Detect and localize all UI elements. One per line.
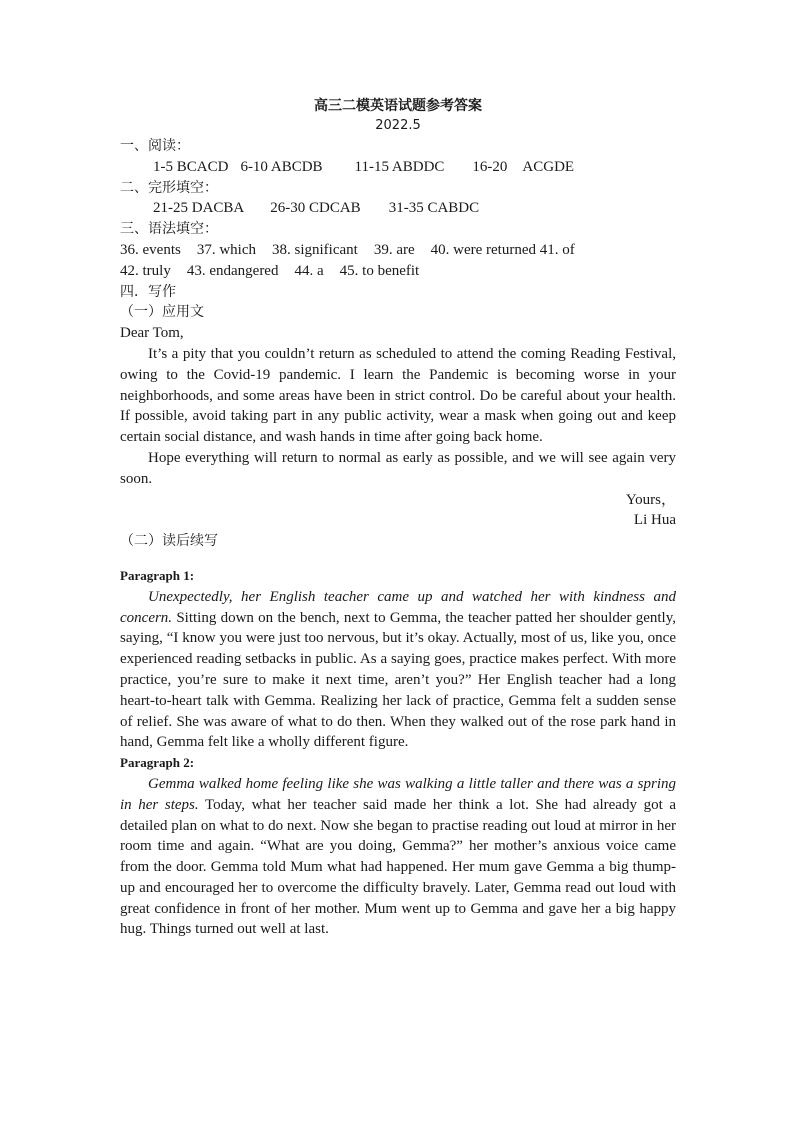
writing-heading: 四．写作: [120, 283, 176, 300]
cloze-answer-group: 21-25 DACBA: [153, 200, 245, 217]
letter-salutation: Dear Tom,: [120, 325, 184, 342]
paragraph-2-label: Paragraph 2:: [120, 755, 195, 771]
grammar-answer: 36. events: [120, 241, 181, 258]
letter-body-paragraph: Hope everything will return to normal as early as possible, and we will see again very soon.: [120, 449, 676, 487]
grammar-answer: 38. significant: [272, 241, 358, 258]
paragraph-1-text: [120, 587, 676, 753]
reading-heading: 一、阅读：: [120, 138, 190, 154]
cloze-answer-group: 31-35 CABDC: [388, 200, 480, 217]
spacer: [120, 552, 676, 566]
cloze-heading: 二、完形填空：: [120, 179, 218, 196]
answer-key-content: [120, 96, 676, 940]
letter-signature: Li Hua: [633, 512, 676, 529]
grammar-answer: 37. which: [196, 241, 256, 258]
grammar-answers-line-1: [120, 240, 676, 261]
reading-answers: [120, 157, 676, 178]
reading-answer-group: 16-20 ACGDE: [472, 158, 575, 175]
cloze-answer-group: 26-30 CDCAB: [270, 200, 361, 217]
grammar-answer: 40. were returned 41. of: [430, 241, 575, 258]
letter-closing: Yours，: [625, 491, 676, 508]
paragraph-2-lead: Gemma walked home feeling like she was walking a little taller and there was a spring in her steps.: [120, 775, 676, 813]
paragraph-2-body: Today, what her teacher said made her think a lot. She had already got a detailed plan on what to do next. Now she began to practise reading out loud at mirror in her room time and again. “What are you doing, Gemma?” her mother’s anxious voice came from the door. Gemma told Mum what had happened. Her mum gave Gemma a big thump-up and encouraged her to overcome the difficulty bravely. Later, Gemma read out loud with great confidence in front of her mother. Mum went up to Gemma and gave her a big happy hug. Things turned out well at last.: [120, 796, 676, 938]
grammar-answers-line-2: [120, 261, 676, 282]
paragraph-1-label: Paragraph 1:: [120, 567, 195, 583]
document-date: 2022.5: [375, 118, 421, 133]
letter-body-paragraph: It’s a pity that you couldn’t return as scheduled to attend the coming Reading Festival, owing to the Covid-19 pandemic. I learn the Pandemic is becoming worse in your neighborhoods, and some areas have been in strict control. Do be careful about your health. If possible, avoid taking part in any public activity, wear a mask when going out and keep certain social distance, and wash hands in time after going back home.: [120, 345, 676, 446]
grammar-answer: 45. to benefit: [339, 262, 420, 279]
grammar-answer: 39. are: [373, 241, 415, 258]
document-title: 高三二模英语试题参考答案: [314, 98, 482, 114]
grammar-answer: 42. truly: [120, 262, 171, 279]
grammar-answer: 43. endangered: [186, 262, 279, 279]
grammar-answer: 44. a: [294, 262, 324, 279]
grammar-heading: 三、语法填空：: [120, 221, 218, 238]
practical-writing-heading: （一）应用文: [120, 304, 204, 321]
paragraph-2-text: [120, 774, 676, 940]
continuation-writing-heading: （二）读后续写: [120, 533, 218, 550]
paragraph-1-body: Sitting down on the bench, next to Gemma, the teacher patted her shoulder gently, saying, “I know you were just too nervous, but it’s okay. Actually, most of us, like you, once experienced reading setbacks in public. As a saying goes, practice makes perfect. With more practice, you’re sure to make it next time, aren’t you?” Her English teacher had a long heart-to-heart talk with Gemma. Realizing her lack of practice, Gemma felt a sudden sense of relief. She was aware of what to do then. When they walked out of the rose park hand in hand, Gemma felt like a wholly different figure.: [120, 609, 676, 751]
reading-answer-group: 6-10 ABCDB: [240, 158, 323, 175]
paragraph-1-lead: Unexpectedly, her English teacher came up and watched her with kindness and concern.: [120, 588, 676, 626]
reading-answer-group: 11-15 ABDDC: [354, 158, 445, 175]
cloze-answers: [120, 198, 676, 219]
reading-answer-group: 1-5 BCACD: [153, 158, 229, 175]
